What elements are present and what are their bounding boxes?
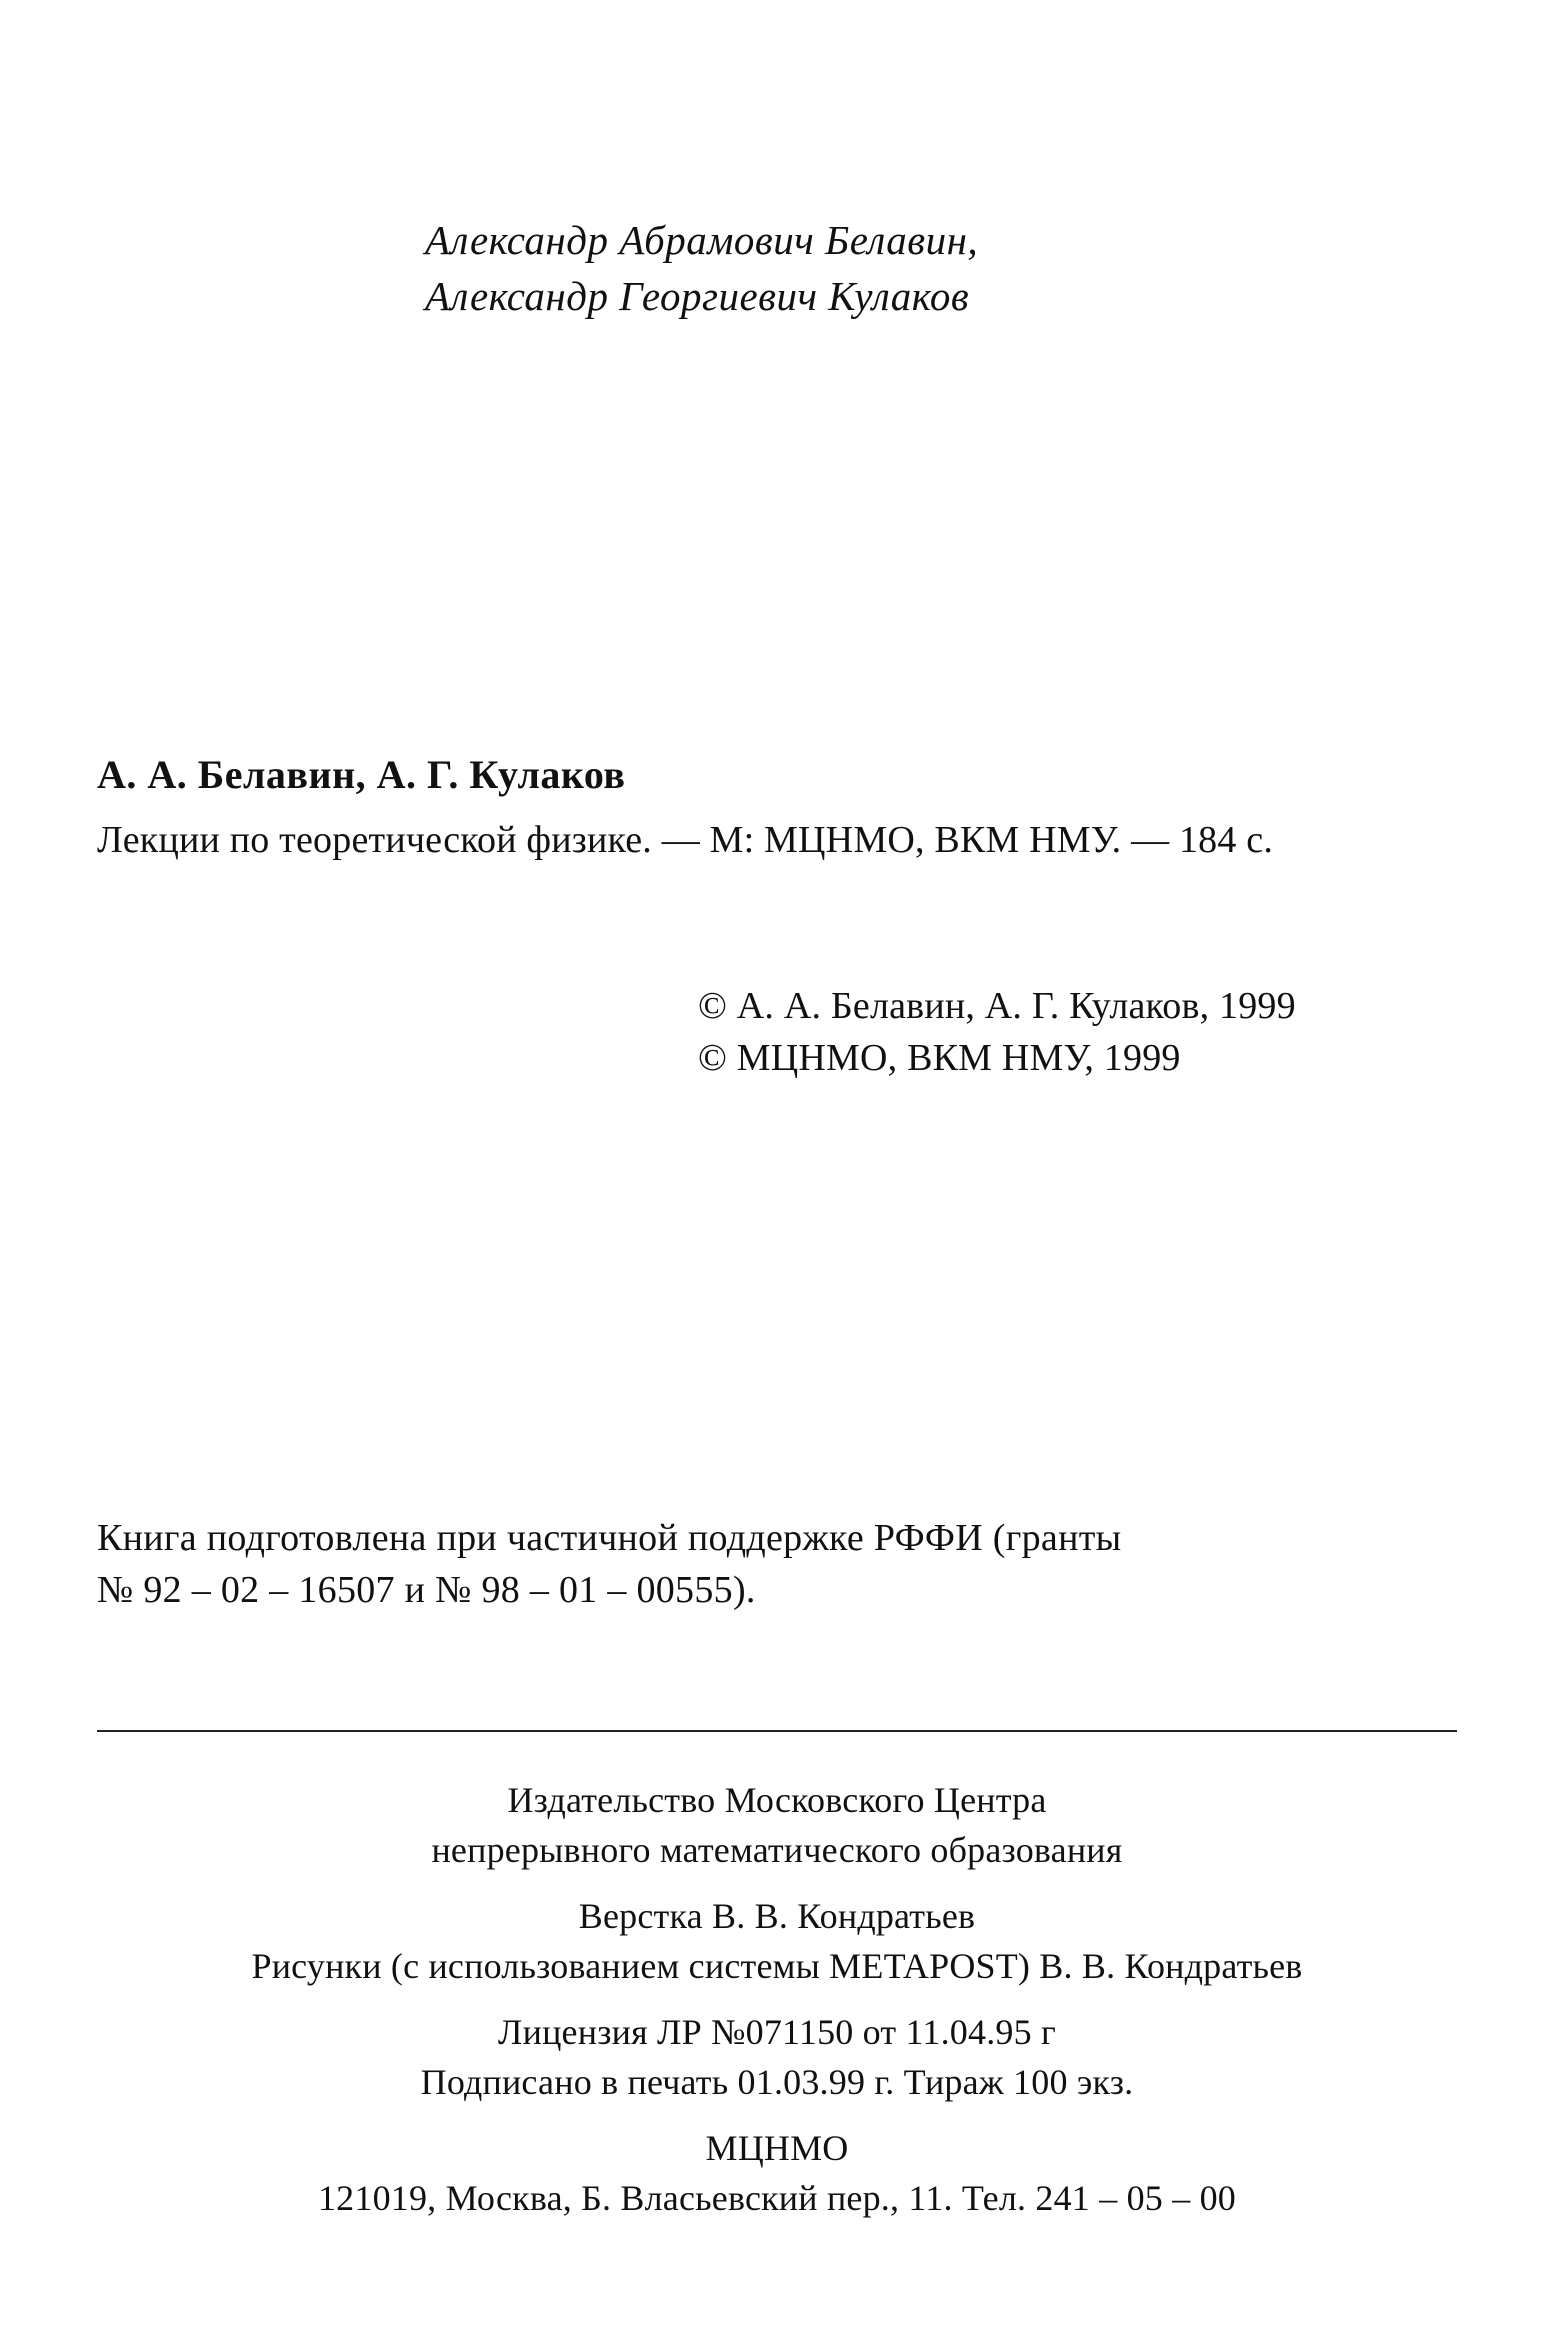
license-line: Лицензия ЛР №071150 от 11.04.95 г <box>498 2012 1056 2052</box>
author-name-2: Александр Георгиевич Кулаков <box>425 273 970 319</box>
publisher-line-1: Издательство Московского Центра <box>507 1780 1047 1820</box>
print-info-line: Подписано в печать 01.03.99 г. Тираж 100 экз. <box>420 2062 1134 2102</box>
grant-support-note <box>97 1512 1457 1616</box>
layout-credit: Верстка В. В. Кондратьев <box>578 1896 976 1936</box>
grant-support-line-2: № 92 – 02 – 16507 и № 98 – 01 – 00555). <box>97 1569 756 1611</box>
authors-full-names <box>425 212 978 324</box>
imprint-block <box>97 1775 1457 2239</box>
author-name-1: Александр Абрамович Белавин, <box>425 217 979 263</box>
publisher-line-2: непрерывного математического образования <box>431 1830 1123 1870</box>
address-block <box>97 2123 1457 2223</box>
figures-credit: Рисунки (с использованием системы METAPOST) В. В. Кондратьев <box>251 1946 1303 1986</box>
bib-authors: А. А. Белавин, А. Г. Кулаков <box>97 752 626 797</box>
publisher-short-name: МЦНМО <box>705 2128 849 2168</box>
publisher-block <box>97 1775 1457 1875</box>
license-block <box>97 2007 1457 2107</box>
bib-description: Лекции по теоретической физике. — М: МЦНМО, ВКМ НМУ. — 184 с. <box>97 819 1274 861</box>
credits-block <box>97 1891 1457 1991</box>
copyright-line-2: © МЦНМО, ВКМ НМУ, 1999 <box>698 1037 1181 1079</box>
bibliographic-record <box>97 748 1457 866</box>
horizontal-divider <box>97 1730 1457 1732</box>
copyright-line-1: © А. А. Белавин, А. Г. Кулаков, 1999 <box>698 985 1296 1027</box>
publisher-address: 121019, Москва, Б. Власьевский пер., 11. Тел. 241 – 05 – 00 <box>317 2178 1237 2218</box>
grant-support-line-1: Книга подготовлена при частичной поддержке РФФИ (гранты <box>97 1517 1122 1559</box>
copyright-notices <box>698 980 1296 1084</box>
